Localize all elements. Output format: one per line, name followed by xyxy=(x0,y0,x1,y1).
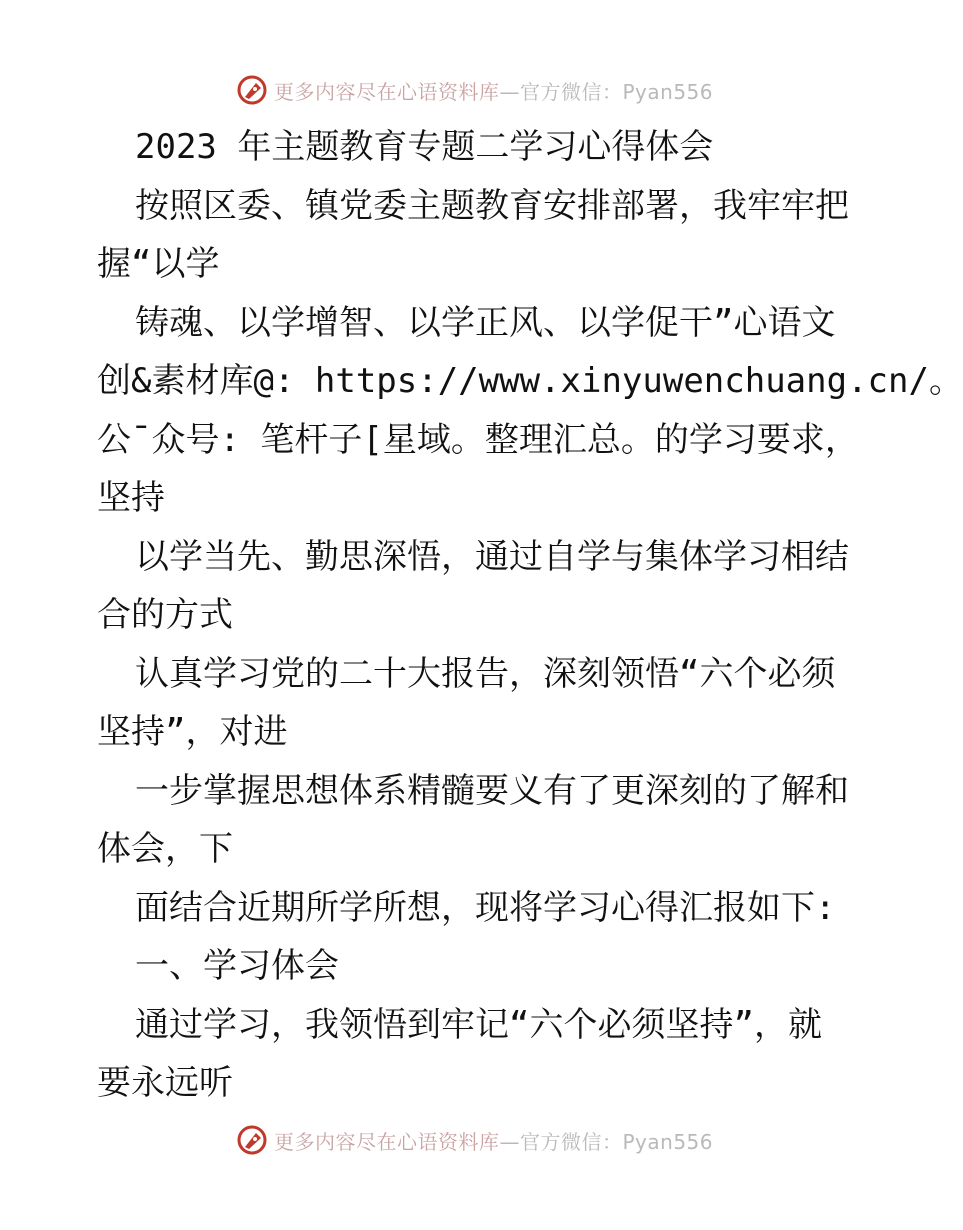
document-body xyxy=(97,118,963,1113)
watermark-wechat-text: 官方微信：Pyan556 xyxy=(520,1129,714,1154)
text-line: 坚持 xyxy=(97,478,165,518)
watermark-footer xyxy=(236,1122,713,1158)
text-line: 体会，下 xyxy=(97,829,233,869)
text-line: 按照区委、镇党委主题教育安排部署，我牢牢把 xyxy=(135,185,849,226)
pen-nib-logo-icon xyxy=(236,74,268,106)
text-line: 公¯众号: 笔杆子[星域。整理汇总。的学习要求， xyxy=(97,419,859,460)
watermark-separator: — xyxy=(499,79,520,104)
text-line: 合的方式 xyxy=(97,595,233,635)
pen-nib-logo-icon xyxy=(236,1124,268,1156)
watermark-main-text: 更多内容尽在心语资料库 xyxy=(274,1129,500,1154)
text-line: 2023 年主题教育专题二学习心得体会 xyxy=(135,127,714,167)
text-line: 一步掌握思想体系精髓要义有了更深刻的了解和 xyxy=(135,770,849,811)
watermark-header xyxy=(236,72,713,108)
text-line: 握“以学 xyxy=(97,244,220,284)
text-line: 坚持”，对进 xyxy=(97,712,288,752)
watermark-main-text: 更多内容尽在心语资料库 xyxy=(274,79,500,104)
text-line: 铸魂、以学增智、以学正风、以学促干”心语文 xyxy=(135,302,836,343)
text-line: 要永远听 xyxy=(97,1063,233,1103)
text-line: 创&素材库@: https://www.xinyuwenchuang.cn/。 xyxy=(97,361,963,401)
text-line: 一、学习体会 xyxy=(135,946,339,986)
watermark-wechat-text: 官方微信：Pyan556 xyxy=(520,79,714,104)
text-line: 认真学习党的二十大报告，深刻领悟“六个必须 xyxy=(135,653,836,694)
text-line: 通过学习，我领悟到牢记“六个必须坚持”，就 xyxy=(135,1004,822,1045)
watermark-separator: — xyxy=(499,1129,520,1154)
text-line: 面结合近期所学所想，现将学习心得汇报如下: xyxy=(135,887,836,928)
text-line: 以学当先、勤思深悟，通过自学与集体学习相结 xyxy=(135,536,849,577)
